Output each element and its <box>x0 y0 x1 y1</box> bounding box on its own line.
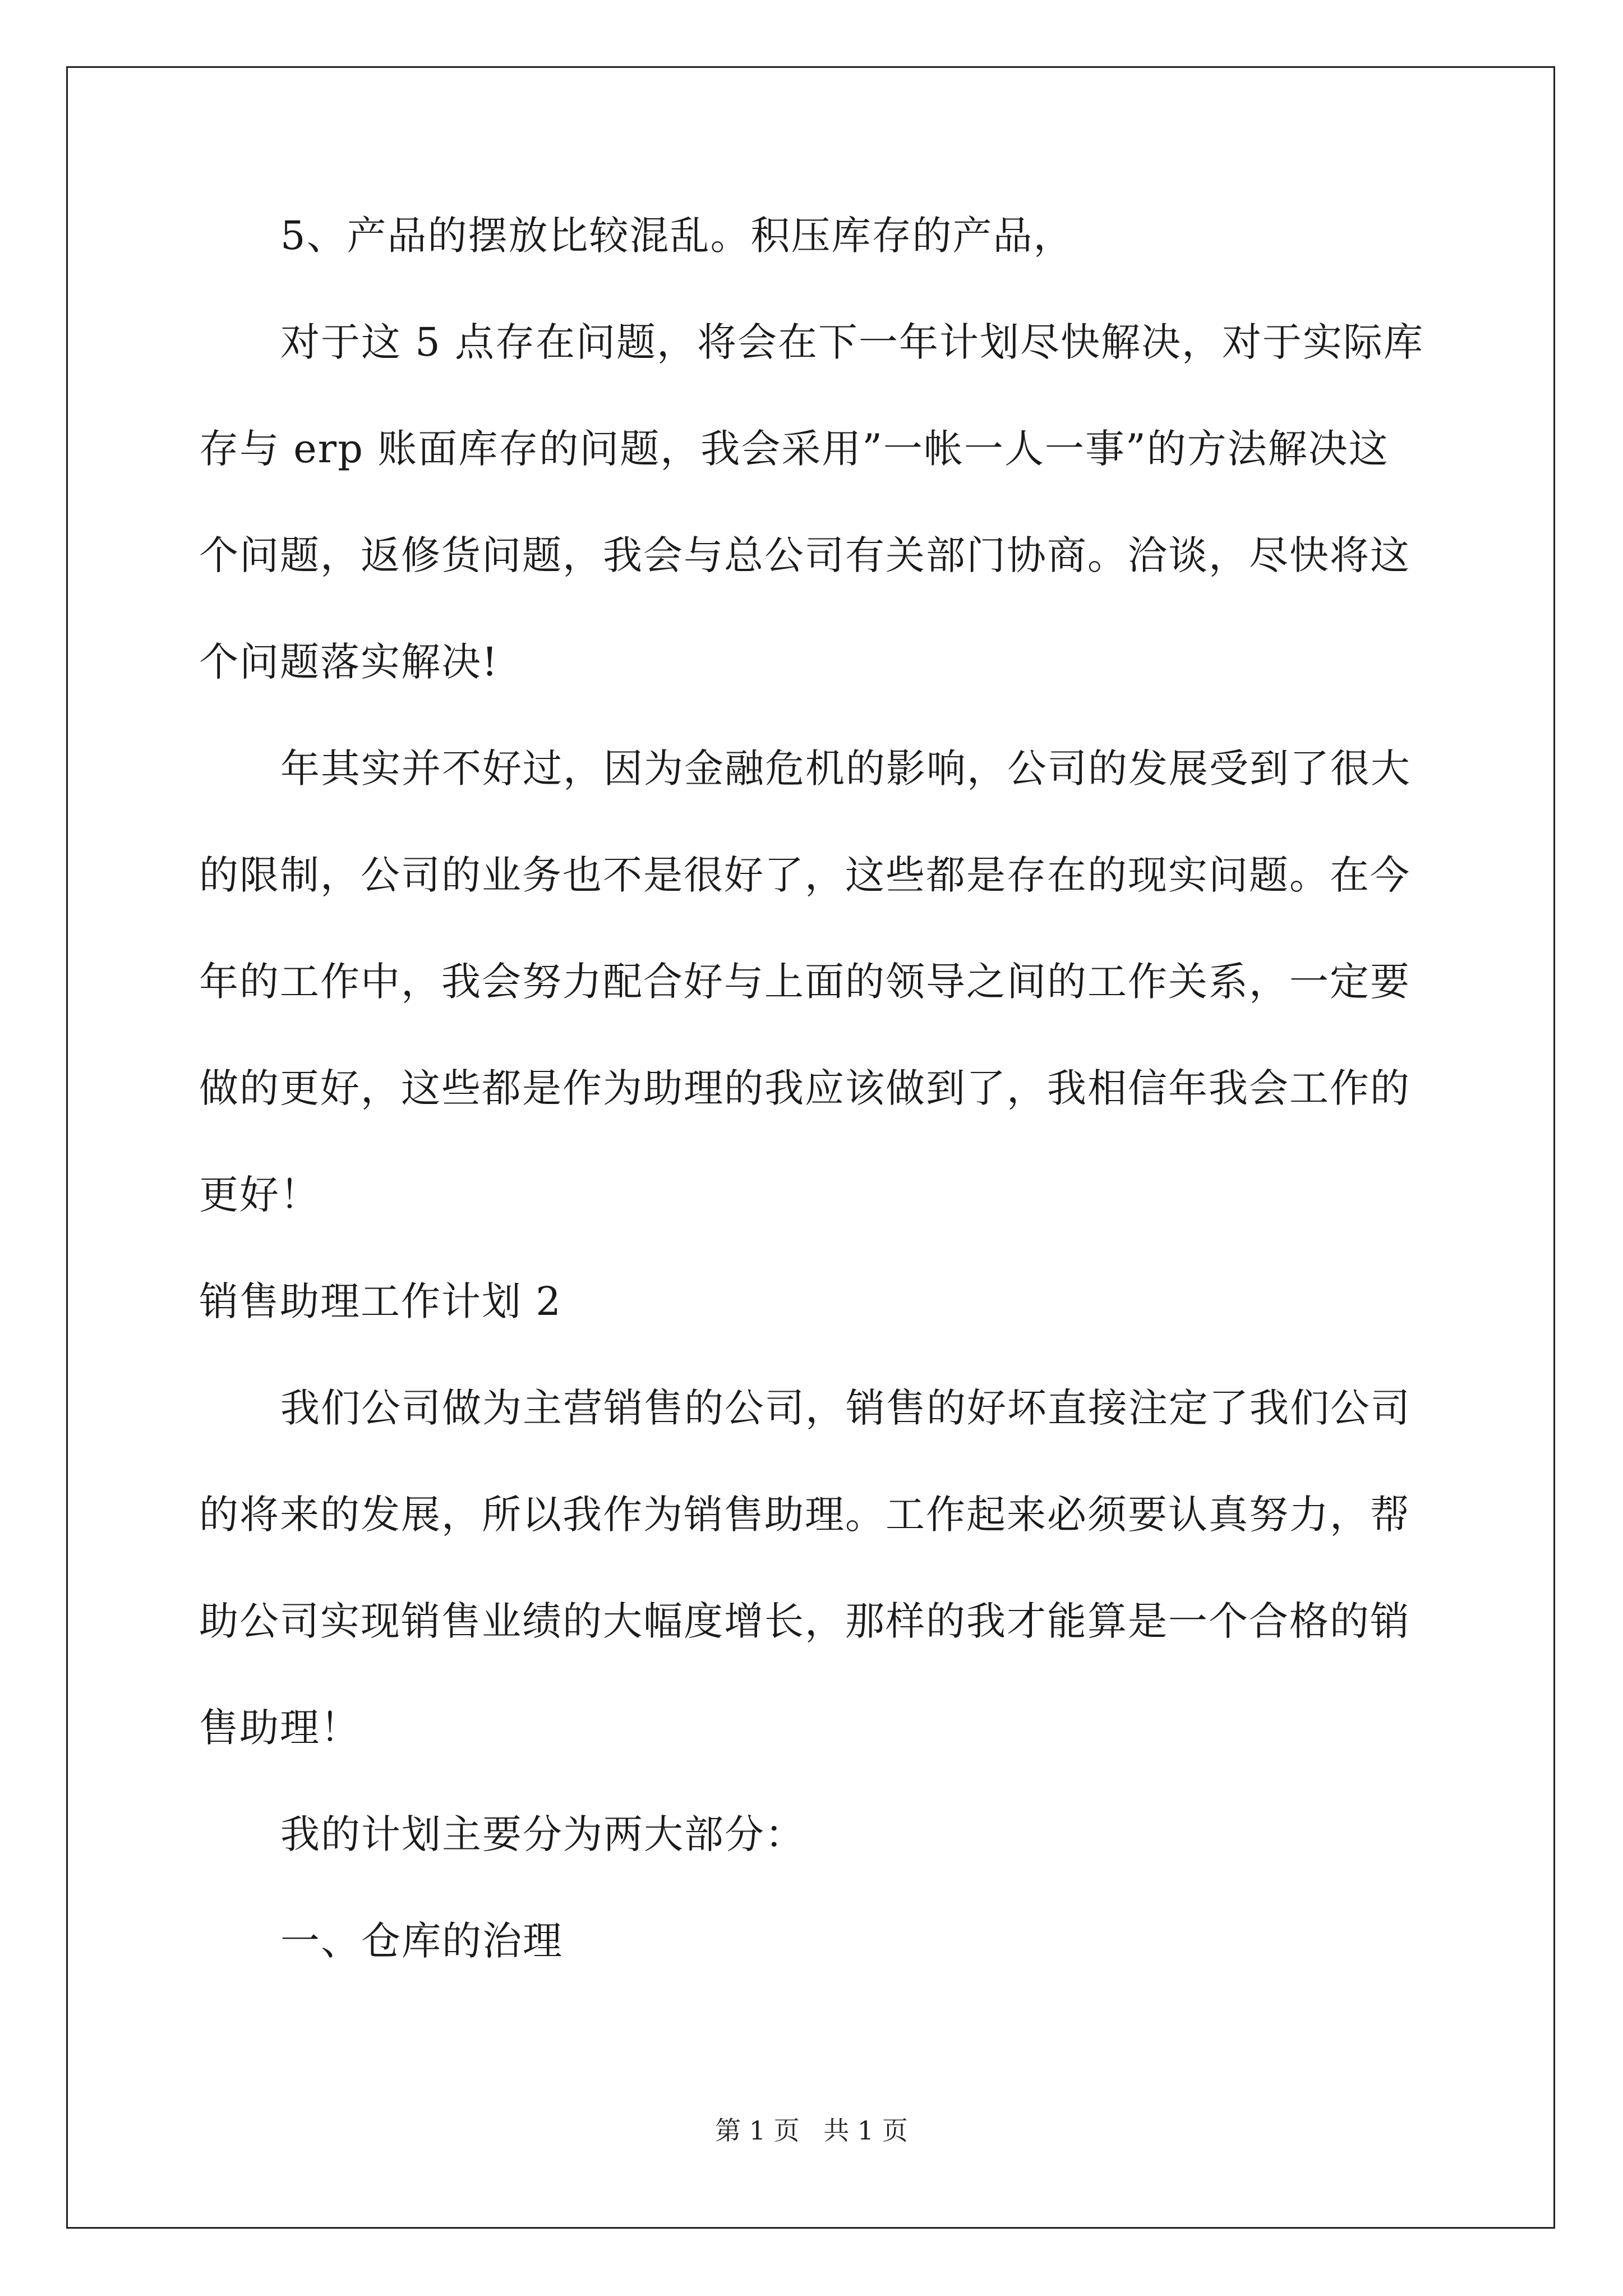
paragraph-line: 5、产品的摆放比较混乱。积压库存的产品， <box>280 213 1074 259</box>
paragraph-line: 对于这 5 点存在问题，将会在下一年计划尽快解决，对于实际库 <box>280 319 1424 365</box>
paragraph-line: 更好！ <box>199 1172 320 1218</box>
paragraph-line: 年的工作中，我会努力配合好与上面的领导之间的工作关系，一定要 <box>199 959 1410 1005</box>
page-border <box>66 66 1555 2229</box>
paragraph-line: 个问题落实解决! <box>199 639 499 685</box>
page-count: 共 1 页 <box>823 2115 908 2146</box>
paragraph-line: 的限制，公司的业务也不是很好了，这些都是存在的现实问题。在今 <box>199 852 1410 898</box>
paragraph-line: 个问题，返修货问题，我会与总公司有关部门协商。洽谈，尽快将这 <box>199 532 1410 578</box>
paragraph-line: 年其实并不好过，因为金融危机的影响，公司的发展受到了很大 <box>280 746 1411 792</box>
paragraph-line: 我的计划主要分为两大部分： <box>280 1811 805 1857</box>
page-number: 第 1 页 <box>715 2115 800 2146</box>
paragraph-line: 存与 erp 账面库存的问题，我会采用”一帐一人一事”的方法解决这 <box>199 426 1389 472</box>
paragraph-line: 做的更好，这些都是作为助理的我应该做到了，我相信年我会工作的 <box>199 1065 1410 1111</box>
paragraph-line: 一、仓库的治理 <box>280 1918 563 1964</box>
section-heading: 销售助理工作计划 2 <box>199 1278 562 1324</box>
paragraph-line: 售助理！ <box>199 1705 361 1751</box>
paragraph-line: 我们公司做为主营销售的公司，销售的好坏直接注定了我们公司 <box>280 1385 1411 1431</box>
paragraph-line: 助公司实现销售业绩的大幅度增长，那样的我才能算是一个合格的销 <box>199 1598 1410 1644</box>
page-footer <box>0 2114 1623 2147</box>
paragraph-line: 的将来的发展，所以我作为销售助理。工作起来必须要认真努力，帮 <box>199 1492 1410 1538</box>
